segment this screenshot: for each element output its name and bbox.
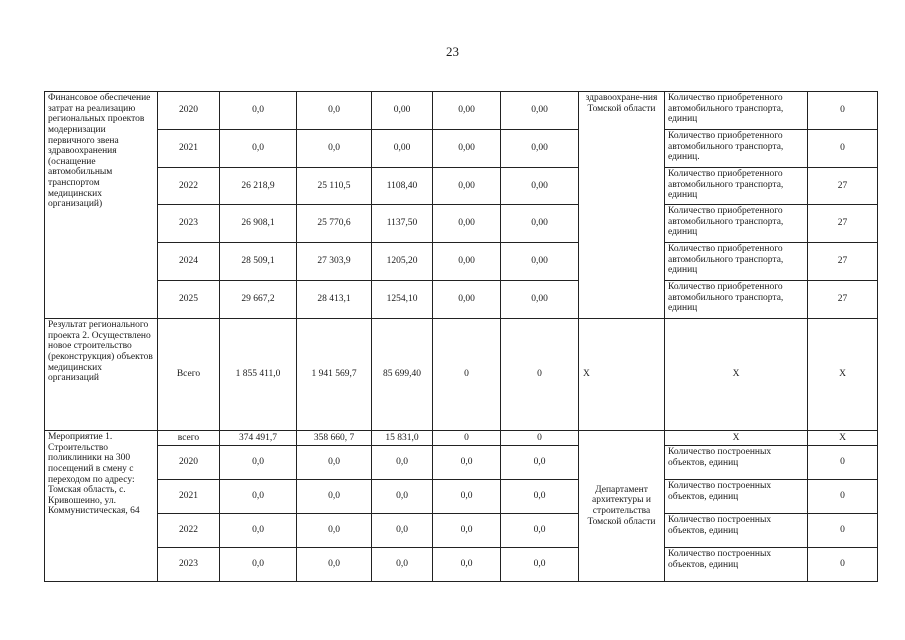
amount-cell: 1205,20 (372, 243, 433, 281)
amount-cell: 0,0 (220, 548, 297, 582)
table-row (45, 243, 878, 281)
amount-cell: 1 941 569,7 (297, 319, 372, 431)
table-row (45, 168, 878, 205)
amount-cell: 0,00 (501, 130, 579, 168)
amount-cell: 26 218,9 (220, 168, 297, 205)
amount-cell: 0,00 (501, 205, 579, 243)
amount-cell: 27 303,9 (297, 243, 372, 281)
indicator-cell: Количество приобретенного автомобильного транспорта, единиц (665, 168, 808, 205)
table-row (45, 92, 878, 130)
amount-cell: 28 413,1 (297, 281, 372, 319)
indicator-cell: Количество приобретенного автомобильного транспорта, единиц (665, 205, 808, 243)
amount-cell: 29 667,2 (220, 281, 297, 319)
amount-cell: 25 770,6 (297, 205, 372, 243)
amount-cell: 0,00 (433, 168, 501, 205)
amount-cell: 0,00 (433, 130, 501, 168)
amount-cell: 0,0 (433, 446, 501, 480)
indicator-cell: Количество приобретенного автомобильного транспорта, единиц. (665, 130, 808, 168)
amount-cell: 0,00 (433, 243, 501, 281)
executor-cell: Департамент архитектуры и строительства Томской области (579, 431, 665, 582)
period-cell: 2024 (158, 243, 220, 281)
amount-cell: 0,0 (220, 92, 297, 130)
amount-cell: 374 491,7 (220, 431, 297, 446)
period-cell: Всего (158, 319, 220, 431)
amount-cell: 0,0 (501, 514, 579, 548)
indicator-cell: Количество приобретенного автомобильного транспорта, единиц (665, 92, 808, 130)
amount-cell: 0,0 (372, 548, 433, 582)
amount-cell: 1 855 411,0 (220, 319, 297, 431)
indicator-cell: Количество построенных объектов, единиц (665, 514, 808, 548)
amount-cell: 0,0 (220, 514, 297, 548)
executor-cell: X (579, 319, 665, 431)
amount-cell: 0 (433, 431, 501, 446)
amount-cell: 25 110,5 (297, 168, 372, 205)
amount-cell: 0,00 (501, 243, 579, 281)
indicator-value: 0 (808, 548, 878, 582)
page-number: 23 (446, 44, 459, 59)
amount-cell: 0,0 (297, 446, 372, 480)
indicator-value: 27 (808, 243, 878, 281)
amount-cell: 1254,10 (372, 281, 433, 319)
amount-cell: 0,0 (372, 480, 433, 514)
amount-cell: 0,00 (372, 92, 433, 130)
amount-cell: 1137,50 (372, 205, 433, 243)
table-row (45, 130, 878, 168)
period-cell: всего (158, 431, 220, 446)
amount-cell: 0,0 (501, 446, 579, 480)
amount-cell: 0,00 (372, 130, 433, 168)
amount-cell: 0,00 (501, 168, 579, 205)
indicator-value: 0 (808, 446, 878, 480)
indicator-value: 0 (808, 130, 878, 168)
amount-cell: 26 908,1 (220, 205, 297, 243)
table-row (45, 480, 878, 514)
amount-cell: 0,00 (433, 281, 501, 319)
amount-cell: 15 831,0 (372, 431, 433, 446)
amount-cell: 0,0 (372, 514, 433, 548)
amount-cell: 0,0 (297, 130, 372, 168)
amount-cell: 0,0 (297, 514, 372, 548)
indicator-value: 27 (808, 281, 878, 319)
period-cell: 2025 (158, 281, 220, 319)
amount-cell: 0,00 (501, 92, 579, 130)
amount-cell: 0,0 (297, 92, 372, 130)
amount-cell: 0,00 (433, 205, 501, 243)
indicator-cell: Количество приобретенного автомобильного транспорта, единиц (665, 281, 808, 319)
table-row (45, 446, 878, 480)
table-row (45, 431, 878, 446)
amount-cell: 0,0 (220, 446, 297, 480)
table-row (45, 548, 878, 582)
amount-cell: 0,0 (433, 514, 501, 548)
indicator-cell: X (665, 319, 808, 431)
table-row (45, 281, 878, 319)
period-cell: 2021 (158, 480, 220, 514)
indicator-cell: X (665, 431, 808, 446)
measure-name: Финансовое обеспечение затрат на реализацию региональных проектов модернизации первичного звена здравоохранения (оснащение автомобильным транспортом медицинских организаций) (45, 92, 158, 319)
amount-cell: 0,0 (220, 130, 297, 168)
period-cell: 2020 (158, 446, 220, 480)
table-row (45, 319, 878, 431)
indicator-cell: Количество построенных объектов, единиц (665, 548, 808, 582)
period-cell: 2022 (158, 168, 220, 205)
measure-name: Результат регионального проекта 2. Осуществлено новое строительство (реконструкция) объектов медицинских организаций (45, 319, 158, 431)
amount-cell: 1108,40 (372, 168, 433, 205)
amount-cell: 0 (501, 431, 579, 446)
amount-cell: 0,0 (372, 446, 433, 480)
indicator-cell: Количество построенных объектов, единиц (665, 446, 808, 480)
amount-cell: 358 660, 7 (297, 431, 372, 446)
amount-cell: 0,0 (433, 548, 501, 582)
indicator-value: 0 (808, 480, 878, 514)
amount-cell: 0,0 (501, 548, 579, 582)
indicator-value: X (808, 431, 878, 446)
indicator-value: 27 (808, 205, 878, 243)
indicator-value: 0 (808, 514, 878, 548)
period-cell: 2021 (158, 130, 220, 168)
table-row (45, 514, 878, 548)
amount-cell: 0,0 (220, 480, 297, 514)
table-row (45, 205, 878, 243)
indicator-value: X (808, 319, 878, 431)
amount-cell: 0,0 (297, 480, 372, 514)
indicator-cell: Количество построенных объектов, единиц (665, 480, 808, 514)
amount-cell: 85 699,40 (372, 319, 433, 431)
indicator-value: 27 (808, 168, 878, 205)
amount-cell: 0,0 (501, 480, 579, 514)
budget-table (44, 91, 878, 582)
amount-cell: 0,0 (297, 548, 372, 582)
period-cell: 2023 (158, 205, 220, 243)
measure-name: Мероприятие 1. Строительство поликлиники на 300 посещений в смену с переходом по адресу: Томская область, с. Кривошеино, ул. Коммунистическая, 64 (45, 431, 158, 582)
amount-cell: 0 (501, 319, 579, 431)
period-cell: 2022 (158, 514, 220, 548)
period-cell: 2023 (158, 548, 220, 582)
amount-cell: 0,0 (433, 480, 501, 514)
indicator-value: 0 (808, 92, 878, 130)
amount-cell: 0,00 (433, 92, 501, 130)
executor-cell: здравоохране-ния Томской области (579, 92, 665, 319)
amount-cell: 28 509,1 (220, 243, 297, 281)
indicator-cell: Количество приобретенного автомобильного транспорта, единиц (665, 243, 808, 281)
amount-cell: 0 (433, 319, 501, 431)
period-cell: 2020 (158, 92, 220, 130)
amount-cell: 0,00 (501, 281, 579, 319)
